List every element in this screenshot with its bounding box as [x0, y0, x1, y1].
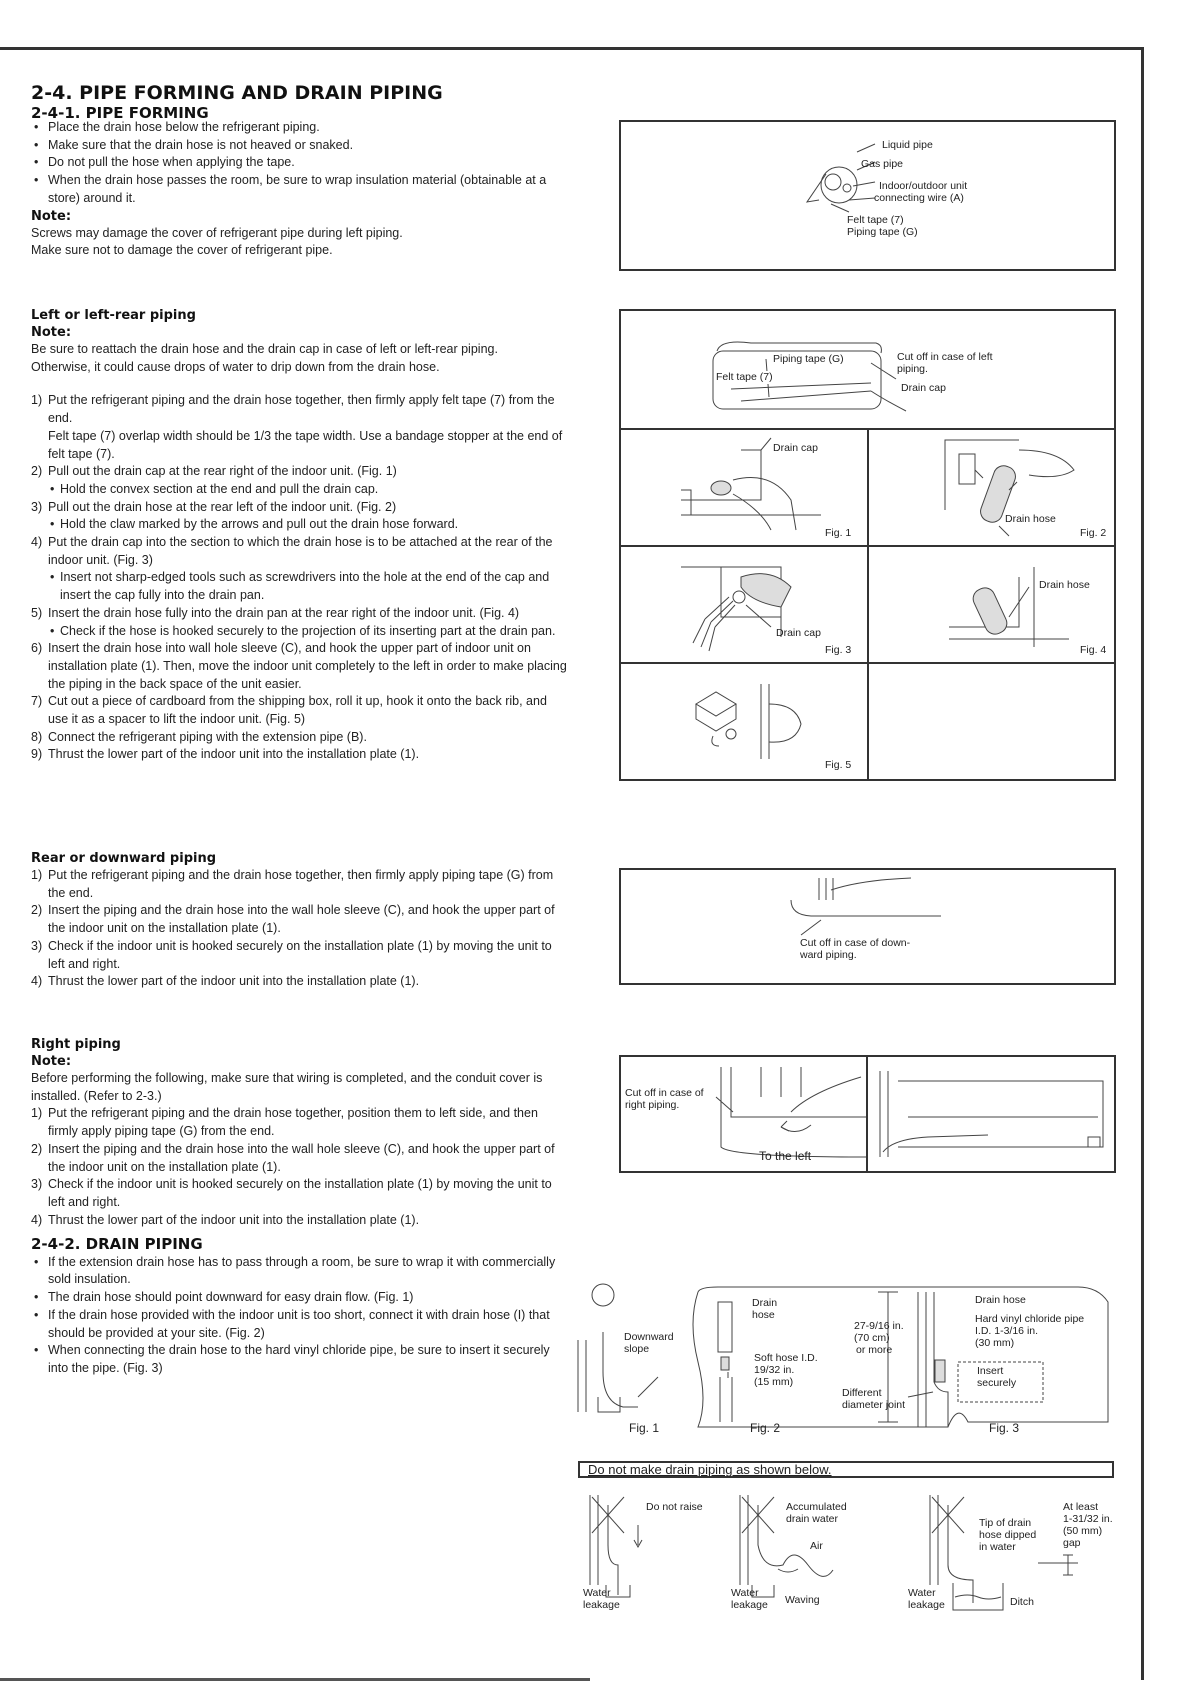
felt-tape-label: Felt tape (7)	[716, 371, 773, 383]
ditch-label: Ditch	[1010, 1596, 1034, 1608]
fig2-cell	[867, 428, 1114, 547]
drain-fig2-caption: Fig. 2	[750, 1421, 781, 1435]
cut-off-label-1: Cut off in case of down-	[800, 937, 911, 949]
drain-piping-bullets	[31, 1254, 569, 1378]
soft-hose-label-1: Soft hose I.D.	[754, 1352, 818, 1364]
drain-hose-label-1: Drain	[752, 1297, 778, 1309]
top-rule	[0, 47, 1143, 50]
length-label-1: 27-9/16 in.	[854, 1320, 904, 1332]
gap-label: gap	[1063, 1537, 1081, 1549]
bottom-rule	[0, 1678, 590, 1681]
piping-tape-label: Piping tape (G)	[773, 353, 844, 365]
left-piping-title: Left or left-rear piping	[31, 308, 196, 323]
accumulated-label-1: Accumulated	[786, 1501, 847, 1513]
fig2-caption: Fig. 2	[1080, 527, 1107, 539]
fig3-caption: Fig. 3	[825, 644, 852, 656]
step-item: 2) Insert the piping and the drain hose into the wall hole sleeve (C), and hook the upper part of the indoor unit on the installation plate (1).	[31, 1141, 555, 1174]
pipe-forming-bullets	[31, 119, 569, 208]
fig3-drain-hose-label: Drain hose	[975, 1294, 1026, 1306]
drain-fig3-caption: Fig. 3	[989, 1421, 1020, 1435]
at-least-label-1: At least	[1063, 1501, 1099, 1513]
step-item: 9) Thrust the lower part of the indoor unit into the installation plate (1).	[31, 747, 420, 762]
note-line: Make sure not to damage the cover of refrigerant pipe.	[31, 243, 333, 258]
note-text: Before performing the following, make sure that wiring is completed, and the conduit cover is installed. (Refer to 2-3.)	[31, 1071, 543, 1103]
accumulated-label-2: drain water	[786, 1513, 838, 1525]
step-item: 4) Thrust the lower part of the indoor unit into the installation plate (1).	[31, 974, 420, 989]
downward-label-2: slope	[624, 1343, 650, 1355]
step-item: 1) Put the refrigerant piping and the drain hose together, then firmly apply felt tape (7) from the end. Felt tape (7) overlap width should be 1/3 the tape width. Use a bandage stopper at the end of felt tape (7).	[31, 393, 563, 461]
rear-piping-illustration	[621, 870, 1118, 987]
step-item: 1) Put the refrigerant piping and the drain hose together, position them to left side, and then firmly apply piping tape (G) from the end.	[31, 1106, 538, 1139]
water-leakage-label-2b: leakage	[731, 1599, 768, 1611]
list-item: • The drain hose should point downward for easy drain flow. (Fig. 1)	[31, 1289, 569, 1307]
fig2-drain-hose-illustration	[869, 430, 1116, 549]
cut-off-label-2: piping.	[897, 363, 928, 375]
list-item: • When connecting the drain hose to the hard vinyl chloride pipe, be sure to insert it securely into the pipe. (Fig. 3)	[31, 1342, 569, 1377]
drain-cap-label: Drain cap	[901, 382, 946, 394]
step-item: 4) Put the drain cap into the section to which the drain hose is to be attached at the rear of the indoor unit. (Fig. 3) • Insert not sharp-edged tools such as screwdrivers into the hole at the end of the cap and insert the cap fully into the drain pan.	[31, 534, 569, 605]
soft-hose-label-3: (15 mm)	[754, 1376, 794, 1388]
diff-joint-label-1: Different	[842, 1387, 882, 1399]
at-least-label-2: 1-31/32 in.	[1063, 1513, 1113, 1525]
water-leakage-label-2a: Water	[731, 1587, 759, 1599]
length-label-2: (70 cm)	[854, 1332, 890, 1344]
vinyl-pipe-label-3: (30 mm)	[975, 1337, 1015, 1349]
right-piping-body	[31, 1036, 569, 1229]
diff-joint-label-2: diameter joint	[842, 1399, 906, 1411]
drain-fig1-caption: Fig. 1	[629, 1421, 660, 1435]
cut-off-label-1: Cut off in case of left	[897, 351, 993, 363]
section-title: 2-4. PIPE FORMING AND DRAIN PIPING	[31, 82, 443, 104]
note-label: Note:	[31, 208, 72, 224]
water-leakage-label-1a: Water	[583, 1587, 611, 1599]
list-item: • Make sure that the drain hose is not heaved or snaked.	[31, 137, 569, 155]
section-header	[31, 82, 571, 122]
note-line: Be sure to reattach the drain hose and the drain cap in case of left or left-rear piping.	[31, 342, 498, 356]
note-line: Otherwise, it could cause drops of water to drip down from the drain hose.	[31, 359, 440, 374]
fig5-cell	[621, 662, 869, 779]
warning-banner: Do not make drain piping as shown below.	[578, 1461, 1114, 1478]
pipe-forming-body	[31, 119, 569, 260]
fig2-drain-hose-label: Drain hose	[1005, 513, 1056, 525]
at-least-label-3: (50 mm)	[1063, 1525, 1103, 1537]
fig1-drain-cap-label: Drain cap	[773, 442, 818, 454]
insert-label-2: securely	[977, 1377, 1017, 1389]
drain-piping-body	[31, 1236, 569, 1378]
drain-hose-label-2: hose	[752, 1309, 775, 1321]
step-item: 6) Insert the drain hose into wall hole sleeve (C), and hook the upper part of indoor unit on installation plate (1). Then, move the indoor unit completely to the left in order to make placing the piping in the back space of the unit easier.	[31, 641, 567, 691]
left-piping-body	[31, 307, 569, 764]
right-piping-cut-cell	[621, 1057, 868, 1171]
fig4-drain-hose-illustration	[869, 547, 1116, 666]
do-not-raise-label: Do not raise	[646, 1501, 703, 1513]
step-item: 4) Thrust the lower part of the indoor unit into the installation plate (1).	[31, 1212, 420, 1227]
do-not-raise-example	[590, 1495, 642, 1597]
fig1-cell	[621, 428, 869, 547]
drain-piping-illustration	[578, 1282, 1114, 1442]
water-leakage-label-1b: leakage	[583, 1599, 620, 1611]
step-item: 3) Check if the indoor unit is hooked securely on the installation plate (1) by moving the unit to left and right.	[31, 1177, 552, 1209]
pipe-section-figure	[619, 120, 1116, 271]
wire-label-1: Indoor/outdoor unit	[879, 180, 968, 192]
rear-piping-title: Rear or downward piping	[31, 851, 217, 866]
right-rule	[1141, 47, 1144, 1680]
fig4-cell	[867, 545, 1114, 664]
soft-hose-label-2: 19/32 in.	[754, 1364, 795, 1376]
felt-tape-label: Felt tape (7)	[847, 214, 904, 226]
gas-pipe-label: Gas pipe	[861, 158, 904, 170]
rear-piping-figure	[619, 868, 1116, 985]
indoor-unit-illustration	[621, 311, 1114, 430]
fig4-caption: Fig. 4	[1080, 644, 1107, 656]
list-item: • Do not pull the hose when applying the tape.	[31, 154, 569, 172]
downward-label-1: Downward	[624, 1331, 674, 1343]
note-label: Note:	[31, 1054, 72, 1069]
tip-label-1: Tip of drain	[979, 1517, 1032, 1529]
pipe-forming-title: 2-4-1. PIPE FORMING	[31, 104, 209, 122]
left-piping-figure	[619, 309, 1116, 781]
vinyl-pipe-label-2: I.D. 1-3/16 in.	[975, 1325, 1039, 1337]
list-item: • If the extension drain hose has to pass through a room, be sure to wrap it with commercially sold insulation.	[31, 1254, 569, 1289]
air-label: Air	[810, 1540, 823, 1552]
water-leakage-label-3a: Water	[908, 1587, 936, 1599]
step-item: 3) Check if the indoor unit is hooked securely on the installation plate (1) by moving the unit to left and right.	[31, 938, 552, 971]
fig3-drain-cap-label: Drain cap	[776, 627, 821, 639]
fig1-caption: Fig. 1	[825, 527, 852, 539]
water-leakage-label-3b: leakage	[908, 1599, 945, 1611]
tip-label-3: in water	[979, 1541, 1016, 1553]
step-item: 5) Insert the drain hose fully into the drain pan at the rear right of the indoor unit. (Fig. 4) • Check if the hose is hooked securely to the projection of its inserting part at the drain pan.	[31, 605, 569, 640]
note-line: Screws may damage the cover of refrigerant pipe during left piping.	[31, 225, 403, 240]
step-item: 3) Pull out the drain hose at the rear left of the indoor unit. (Fig. 2) • Hold the claw marked by the arrows and pull out the drain hose forward.	[31, 499, 569, 534]
piping-tape-label: Piping tape (G)	[847, 226, 918, 238]
step-item: 1) Put the refrigerant piping and the drain hose together, then firmly apply piping tape (G) from the end.	[31, 868, 554, 900]
rear-piping-body	[31, 850, 569, 991]
cut-off-label-2: right piping.	[625, 1099, 680, 1111]
length-label-3: or more	[856, 1344, 893, 1356]
right-piping-unit-illustration	[868, 1057, 1114, 1171]
fig5-caption: Fig. 5	[825, 759, 852, 771]
to-left-label: To the left	[759, 1149, 812, 1163]
step-item: 2) Insert the piping and the drain hose into the wall hole sleeve (C), and hook the upper part of the indoor unit on the installation plate (1).	[31, 903, 555, 936]
insert-label-1: Insert	[977, 1365, 1004, 1377]
right-piping-unit-cell	[868, 1057, 1114, 1171]
circle-mark	[595, 1287, 604, 1300]
waving-label: Waving	[785, 1594, 820, 1606]
step-item: 2) Pull out the drain cap at the rear right of the indoor unit. (Fig. 1) • Hold the convex section at the end and pull the drain cap.	[31, 463, 569, 498]
left-piping-steps	[31, 392, 569, 764]
cut-off-label-2: ward piping.	[800, 949, 857, 961]
tip-label-2: hose dipped	[979, 1529, 1037, 1541]
step-item: 8) Connect the refrigerant piping with the extension pipe (B).	[31, 729, 367, 744]
right-piping-figure	[619, 1055, 1116, 1173]
step-item: 7) Cut out a piece of cardboard from the shipping box, roll it up, hook it onto the back rib, and use it as a spacer to lift the indoor unit. (Fig. 5)	[31, 694, 547, 727]
drain-piping-title: 2-4-2. DRAIN PIPING	[31, 1235, 203, 1253]
fig4-drain-hose-label: Drain hose	[1039, 579, 1090, 591]
right-piping-title: Right piping	[31, 1037, 121, 1052]
pipe-bundle-illustration	[621, 122, 1118, 273]
list-item: • When the drain hose passes the room, be sure to wrap insulation material (obtainable at a store) around it.	[31, 172, 569, 207]
wire-label-2: connecting wire (A)	[874, 192, 964, 204]
list-item: • Place the drain hose below the refrigerant piping.	[31, 119, 569, 137]
right-piping-cut-illustration	[621, 1057, 868, 1171]
list-item: • If the drain hose provided with the indoor unit is too short, connect it with drain hose (I) that should be provided at your site. (Fig. 2)	[31, 1307, 569, 1342]
fig3-cell	[621, 545, 869, 664]
bad-drain-examples	[578, 1485, 1114, 1620]
liquid-pipe-label: Liquid pipe	[882, 139, 933, 151]
drain-piping-figures	[578, 1282, 1114, 1442]
left-piping-unit-cell	[621, 311, 1114, 430]
vinyl-pipe-label-1: Hard vinyl chloride pipe	[975, 1313, 1085, 1325]
right-piping-steps	[31, 1105, 569, 1229]
rear-piping-steps	[31, 867, 569, 991]
cut-off-label-1: Cut off in case of	[625, 1087, 704, 1099]
note-label: Note:	[31, 325, 72, 340]
